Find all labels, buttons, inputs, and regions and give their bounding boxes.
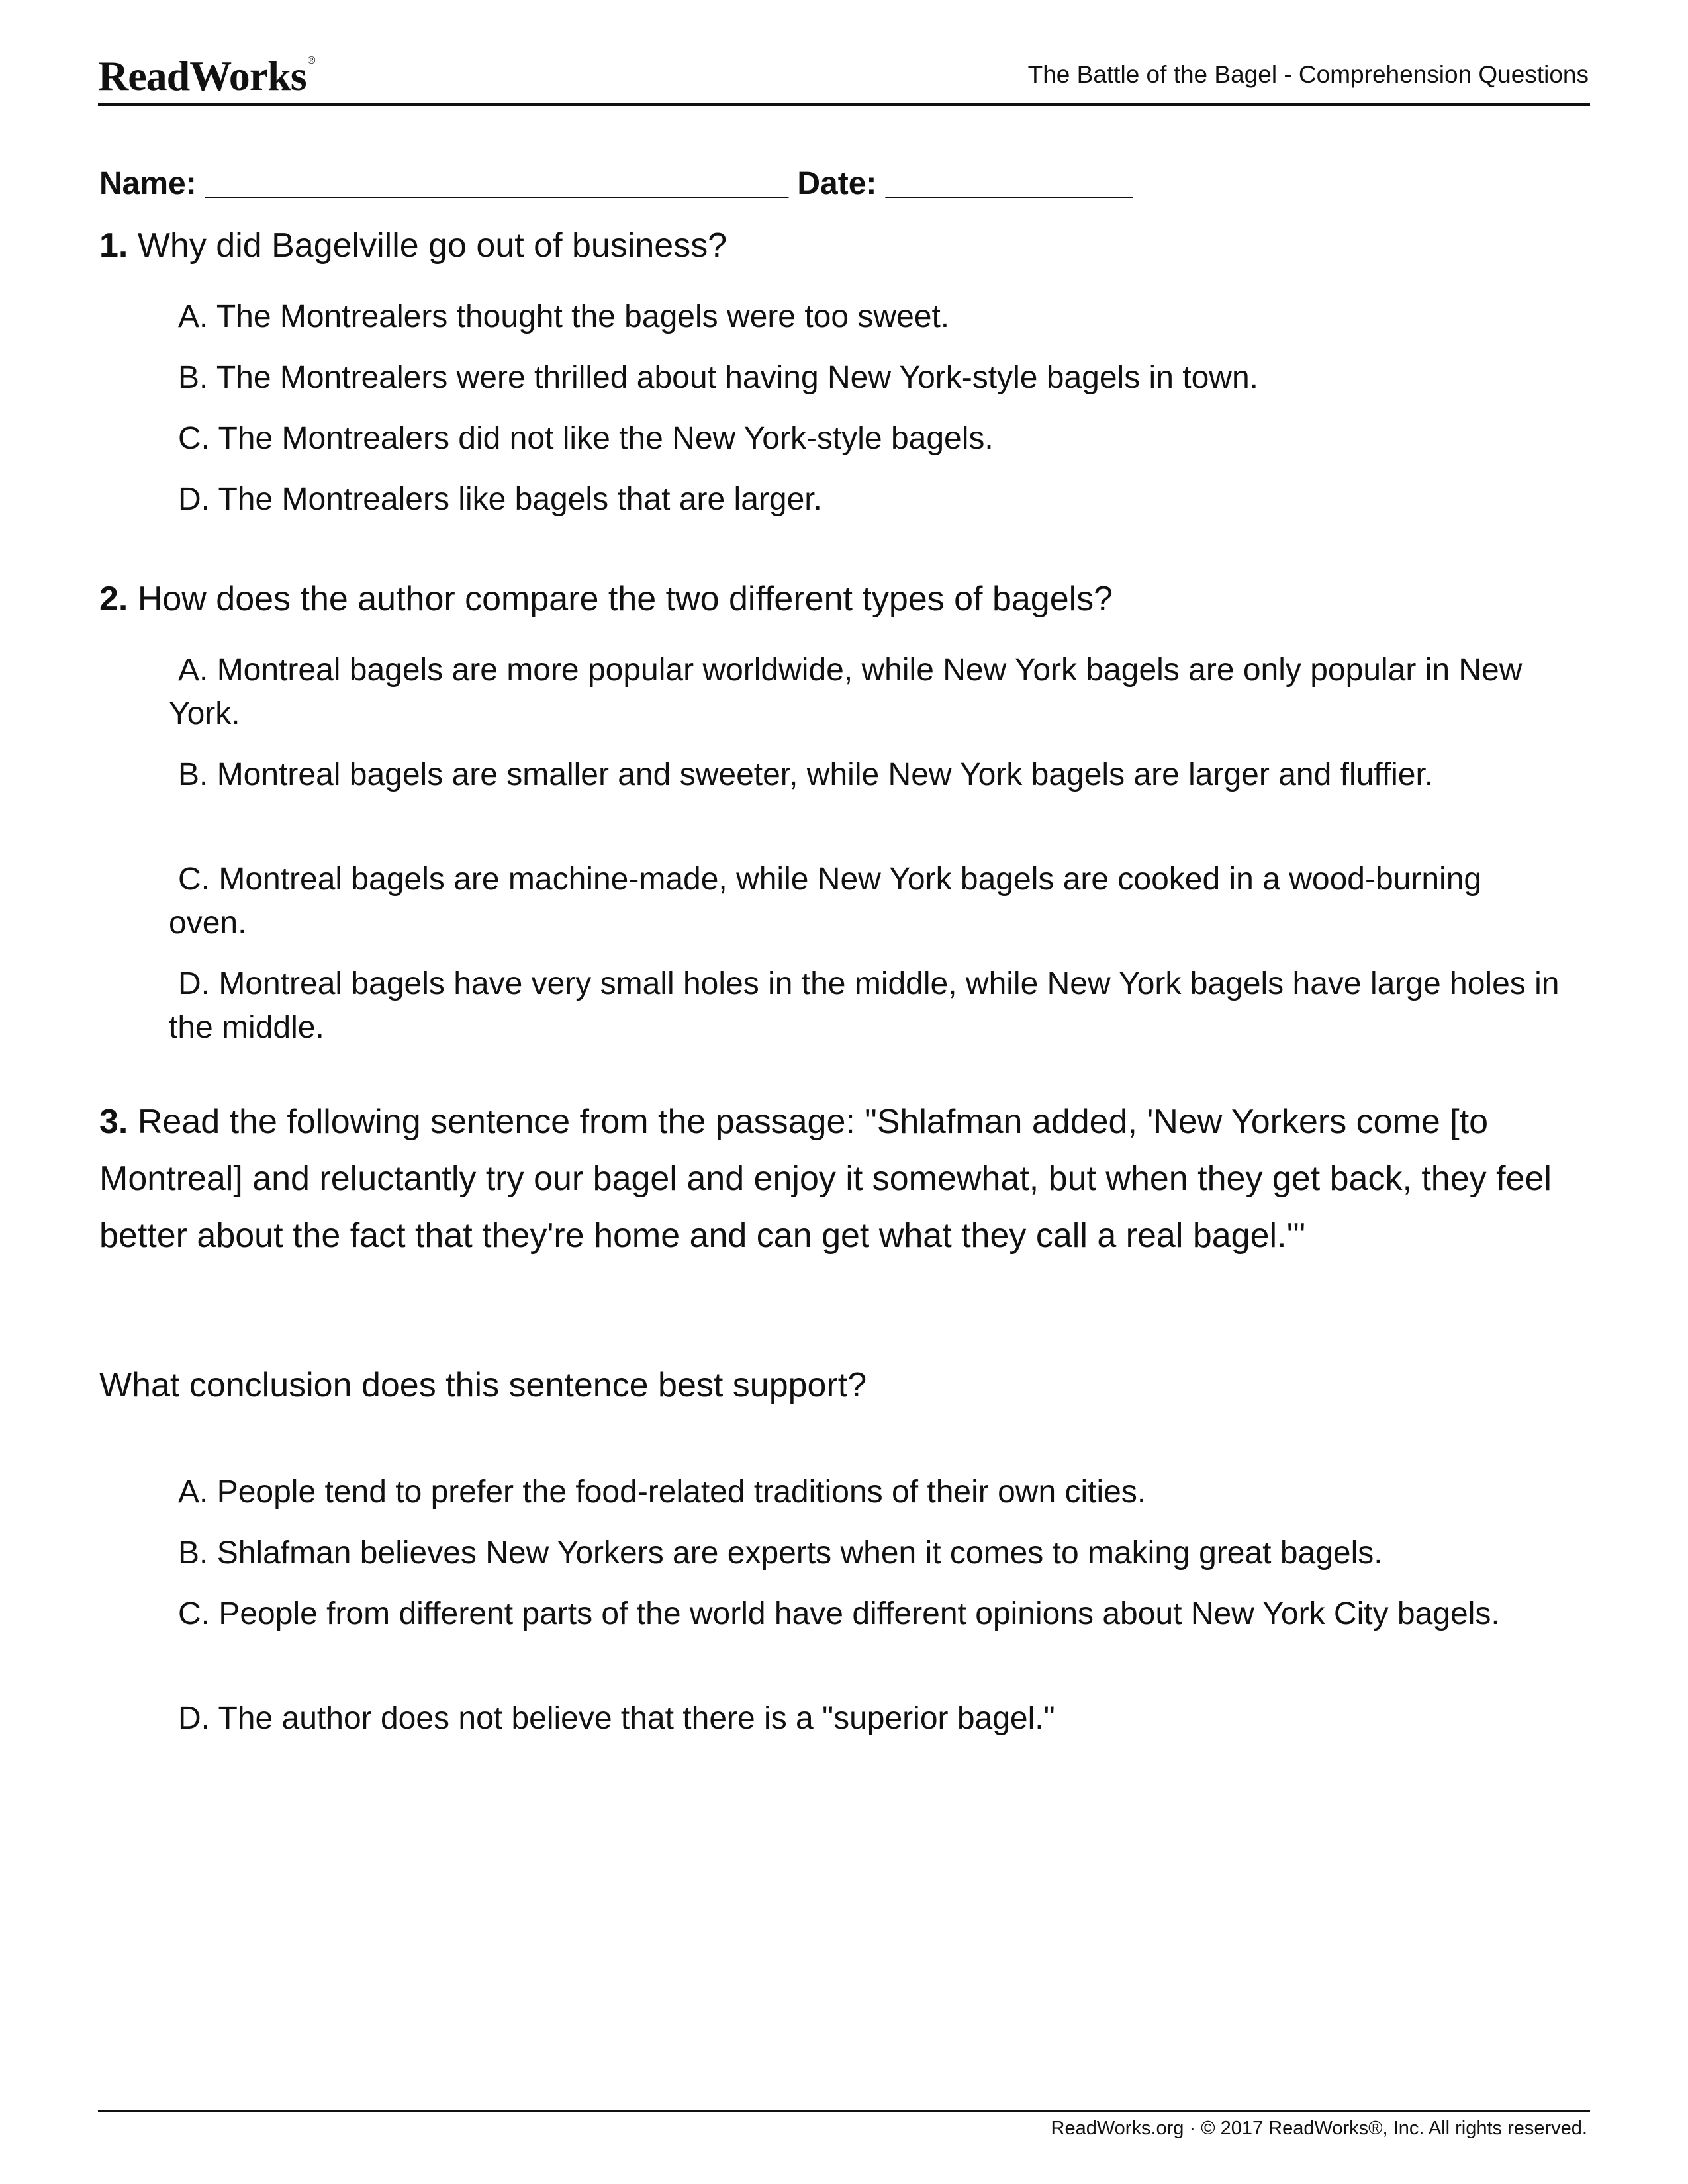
question-number: 3. [99, 1103, 128, 1141]
logo-text: ReadWorks [98, 52, 306, 99]
question-3 [99, 1093, 1562, 1264]
name-date-line [99, 165, 1133, 202]
choice-1a[interactable]: A. The Montrealers thought the bagels were too sweet. [178, 299, 950, 334]
question-text: Why did Bagelville go out of business? [137, 226, 727, 265]
choice-3d[interactable]: D. The author does not believe that there is a "superior bagel." [178, 1701, 1055, 1736]
choice-1d[interactable]: D. The Montrealers like bagels that are larger. [178, 482, 822, 517]
choice-1b[interactable]: B. The Montrealers were thrilled about having New York-style bagels in town. [178, 360, 1258, 395]
choice-3b[interactable]: B. Shlafman believes New Yorkers are experts when it comes to making great bagels. [178, 1535, 1383, 1570]
date-label: Date: [797, 166, 877, 201]
question-3-prompt: What conclusion does this sentence best support? [99, 1366, 867, 1404]
question-2 [99, 570, 1562, 627]
footer-copyright: ReadWorks.org · © 2017 ReadWorks®, Inc. All rights reserved. [1051, 2118, 1587, 2139]
name-label: Name: [99, 166, 197, 201]
question-1 [99, 217, 1562, 274]
question-number: 1. [99, 226, 128, 265]
question-text: Read the following sentence from the passage: "Shlafman added, 'New Yorkers come [to Montreal] and reluctantly try our bagel and enjoy it somewhat, but when they get back, they feel better about the fact that they're home and can get what they call a real bagel.'" [99, 1103, 1552, 1255]
name-field[interactable]: _________________________________ [205, 166, 789, 201]
registered-mark: ® [307, 55, 315, 66]
choice-2b[interactable]: B. Montreal bagels are smaller and sweeter, while New York bagels are larger and fluffier. [178, 757, 1434, 792]
choice-2c[interactable]: C. Montreal bagels are machine-made, while New York bagels are cooked in a wood-burning oven. [169, 862, 1482, 940]
choice-2d[interactable]: D. Montreal bagels have very small holes in the middle, while New York bagels have large holes in the middle. [169, 966, 1560, 1045]
document-title: The Battle of the Bagel - Comprehension Questions [1027, 61, 1589, 88]
footer-divider [98, 2110, 1590, 2112]
question-text: How does the author compare the two different types of bagels? [137, 580, 1113, 618]
choice-2a[interactable]: A. Montreal bagels are more popular worldwide, while New York bagels are only popular in New York. [169, 653, 1523, 731]
question-number: 2. [99, 580, 128, 618]
header-divider [98, 103, 1590, 106]
readworks-logo [98, 52, 314, 101]
choice-3a[interactable]: A. People tend to prefer the food-related traditions of their own cities. [178, 1475, 1147, 1510]
choice-1c[interactable]: C. The Montrealers did not like the New York-style bagels. [178, 421, 994, 456]
date-field[interactable]: ______________ [885, 166, 1133, 201]
choice-3c[interactable]: C. People from different parts of the world have different opinions about New York City bagels. [178, 1596, 1500, 1631]
